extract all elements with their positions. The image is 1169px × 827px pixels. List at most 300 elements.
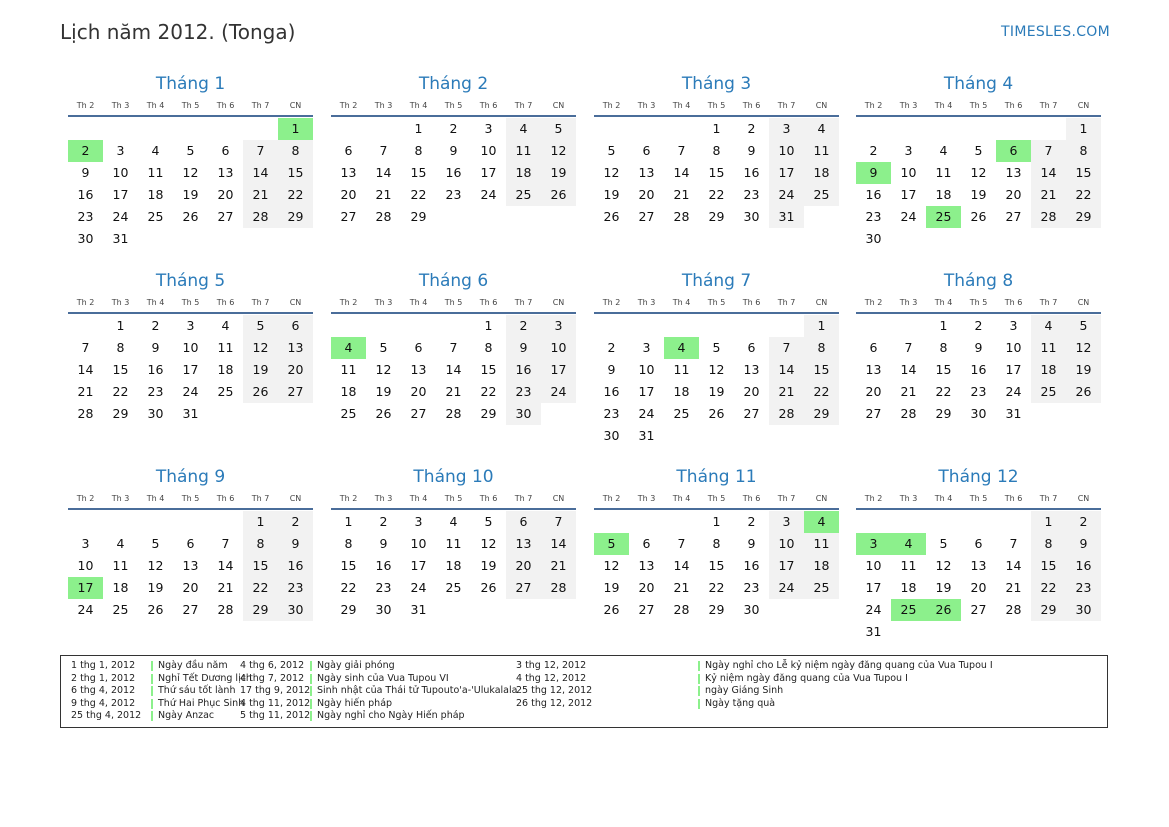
day-cell: 3 (414, 514, 423, 529)
day-cell: 23 (375, 580, 392, 595)
weekday-label: Th 7 (251, 101, 270, 110)
day-cell: 25 (112, 602, 129, 617)
day-cell: 17 (769, 555, 804, 577)
day-cell: 3 (769, 118, 804, 140)
day-cell: 23 (278, 577, 313, 599)
day-cell: 8 (712, 143, 721, 158)
weekday-label: Th 2 (864, 101, 883, 110)
weekday-label: Th 2 (602, 101, 621, 110)
day-cell: 6 (642, 143, 651, 158)
day-cell: 30 (603, 428, 620, 443)
day-cell: 14 (900, 362, 917, 377)
day-cell: 23 (506, 381, 541, 403)
header-rule (68, 312, 313, 314)
month-title: Tháng 8 (943, 271, 1014, 291)
day-cell: 19 (970, 187, 987, 202)
day-cell: 13 (638, 558, 655, 573)
day-cell: 16 (278, 555, 313, 577)
day-cell: 21 (769, 381, 804, 403)
weekday-label: Th 4 (672, 101, 691, 110)
day-cell: 4 (116, 536, 125, 551)
weekday-header (331, 98, 576, 114)
day-cell: 26 (603, 602, 620, 617)
weekday-label: Th 2 (864, 298, 883, 307)
month-11 (594, 465, 839, 621)
header-rule (331, 312, 576, 314)
day-cell: 19 (603, 580, 620, 595)
day-cell: 16 (743, 558, 760, 573)
day-cell: 29 (804, 403, 839, 425)
day-cell: 3 (541, 315, 576, 337)
day-cell: 27 (865, 406, 882, 421)
day-cell: 6 (642, 536, 651, 551)
empty-cell (926, 511, 961, 533)
day-grid (331, 118, 576, 228)
day-cell: 6 (221, 143, 230, 158)
month-title: Tháng 2 (418, 74, 489, 94)
day-cell: 23 (77, 209, 94, 224)
day-cell: 5 (1066, 315, 1101, 337)
legend-marker (698, 661, 700, 671)
day-cell: 18 (147, 187, 164, 202)
day-cell: 24 (865, 602, 882, 617)
day-cell: 21 (77, 384, 94, 399)
day-cell: 11 (1031, 337, 1066, 359)
legend-name: ngày Giáng Sinh (705, 685, 784, 696)
day-cell: 19 (1066, 359, 1101, 381)
legend-date: 4 thg 7, 2012 (240, 672, 305, 684)
day-cell: 27 (743, 406, 760, 421)
day-cell: 18 (112, 580, 129, 595)
empty-cell (629, 511, 664, 533)
day-cell: 14 (445, 362, 462, 377)
day-cell: 8 (484, 340, 493, 355)
day-cell: 21 (217, 580, 234, 595)
day-cell: 9 (1066, 533, 1101, 555)
weekday-label: Th 2 (602, 494, 621, 503)
day-cell: 9 (747, 536, 756, 551)
weekday-label: Th 6 (216, 101, 235, 110)
day-cell: 7 (221, 536, 230, 551)
weekday-header (68, 295, 313, 311)
day-cell: 4 (1031, 315, 1066, 337)
day-cell: 24 (182, 384, 199, 399)
day-cell: 9 (151, 340, 160, 355)
day-cell: 15 (410, 165, 427, 180)
day-cell: 25 (445, 580, 462, 595)
day-cell: 2 (747, 121, 756, 136)
weekday-label: CN (815, 494, 828, 503)
day-cell: 10 (410, 536, 427, 551)
weekday-label: Th 4 (146, 298, 165, 307)
day-cell: 9 (81, 165, 90, 180)
day-cell: 8 (1031, 533, 1066, 555)
empty-cell (1031, 118, 1066, 140)
empty-cell (366, 118, 401, 140)
day-cell: 18 (217, 362, 234, 377)
day-cell: 27 (278, 381, 313, 403)
legend-marker (151, 699, 153, 709)
weekday-label: Th 6 (479, 101, 498, 110)
weekday-label: Th 3 (899, 494, 918, 503)
holiday-day-cell: 4 (891, 533, 926, 555)
day-cell: 6 (506, 511, 541, 533)
day-cell: 14 (673, 558, 690, 573)
day-cell: 28 (375, 209, 392, 224)
weekday-label: Th 4 (409, 101, 428, 110)
empty-cell (734, 315, 769, 337)
day-cell: 19 (147, 580, 164, 595)
weekday-header (68, 98, 313, 114)
holiday-day-cell: 5 (594, 533, 629, 555)
day-cell: 13 (217, 165, 234, 180)
weekday-label: Th 2 (602, 298, 621, 307)
day-cell: 10 (900, 165, 917, 180)
weekday-label: Th 4 (146, 101, 165, 110)
weekday-label: Th 3 (899, 101, 918, 110)
legend-date: 3 thg 12, 2012 (516, 660, 587, 671)
weekday-header (856, 491, 1101, 507)
weekday-label: Th 3 (374, 494, 393, 503)
header-rule (68, 115, 313, 117)
day-cell: 1 (804, 315, 839, 337)
weekday-label: Th 7 (777, 298, 796, 307)
day-cell: 12 (935, 558, 952, 573)
day-cell: 18 (340, 384, 357, 399)
day-cell: 16 (375, 558, 392, 573)
day-cell: 17 (480, 165, 497, 180)
holiday-day-cell: 6 (996, 140, 1031, 162)
day-cell: 20 (970, 580, 987, 595)
day-cell: 5 (484, 514, 493, 529)
day-cell: 3 (186, 318, 195, 333)
legend-name: Ngày sinh của Vua Tupou VI (317, 672, 449, 684)
legend-date: 25 thg 4, 2012 (71, 710, 142, 721)
weekday-label: Th 6 (1004, 101, 1023, 110)
weekday-label: CN (289, 298, 302, 307)
day-cell: 16 (603, 384, 620, 399)
day-cell: 28 (673, 209, 690, 224)
day-cell: 26 (1066, 381, 1101, 403)
month-4 (856, 72, 1101, 250)
day-cell: 7 (677, 536, 686, 551)
day-cell: 9 (278, 533, 313, 555)
day-cell: 28 (769, 403, 804, 425)
day-cell: 12 (541, 140, 576, 162)
weekday-label: Th 4 (934, 494, 953, 503)
day-cell: 1 (712, 121, 721, 136)
day-cell: 22 (1031, 577, 1066, 599)
day-cell: 24 (541, 381, 576, 403)
day-cell: 18 (804, 555, 839, 577)
day-cell: 1 (116, 318, 125, 333)
day-cell: 3 (642, 340, 651, 355)
month-title: Tháng 12 (938, 467, 1019, 487)
weekday-header (331, 491, 576, 507)
day-cell: 11 (900, 558, 917, 573)
day-cell: 30 (865, 231, 882, 246)
legend-date: 2 thg 1, 2012 (71, 672, 136, 684)
legend-date: 17 thg 9, 2012 (240, 685, 311, 696)
site-link[interactable]: TIMESLES.COM (1001, 24, 1110, 40)
month-title: Tháng 7 (681, 271, 752, 291)
weekday-label: CN (552, 101, 565, 110)
day-cell: 29 (278, 206, 313, 228)
weekday-header (594, 98, 839, 114)
day-cell: 20 (638, 187, 655, 202)
day-cell: 27 (638, 209, 655, 224)
empty-cell (331, 315, 366, 337)
weekday-label: Th 6 (742, 494, 761, 503)
day-cell: 12 (708, 362, 725, 377)
weekday-label: Th 7 (1039, 494, 1058, 503)
holiday-day-cell: 2 (68, 140, 103, 162)
day-cell: 14 (77, 362, 94, 377)
legend-marker (310, 711, 312, 721)
day-cell: 27 (506, 577, 541, 599)
day-cell: 13 (410, 362, 427, 377)
header-rule (856, 312, 1101, 314)
day-cell: 4 (804, 118, 839, 140)
day-cell: 28 (217, 602, 234, 617)
day-cell: 4 (939, 143, 948, 158)
legend-name: Nghỉ Tết Dương lịch (158, 672, 252, 684)
day-cell: 28 (541, 577, 576, 599)
day-cell: 13 (970, 558, 987, 573)
day-grid (856, 118, 1101, 250)
day-cell: 22 (278, 184, 313, 206)
month-title: Tháng 1 (155, 74, 226, 94)
day-cell: 9 (974, 340, 983, 355)
day-grid (856, 315, 1101, 425)
day-cell: 21 (375, 187, 392, 202)
legend-date: 4 thg 12, 2012 (516, 672, 587, 684)
weekday-header (68, 491, 313, 507)
empty-cell (401, 315, 436, 337)
empty-cell (594, 511, 629, 533)
day-cell: 27 (217, 209, 234, 224)
day-cell: 6 (414, 340, 423, 355)
weekday-label: CN (552, 298, 565, 307)
day-cell: 19 (182, 187, 199, 202)
day-cell: 8 (243, 533, 278, 555)
day-cell: 28 (445, 406, 462, 421)
day-grid (68, 118, 313, 250)
day-cell: 15 (1031, 555, 1066, 577)
day-cell: 20 (865, 384, 882, 399)
day-cell: 29 (1066, 206, 1101, 228)
weekday-label: CN (289, 494, 302, 503)
day-cell: 20 (506, 555, 541, 577)
day-cell: 5 (974, 143, 983, 158)
day-cell: 22 (708, 187, 725, 202)
day-cell: 30 (77, 231, 94, 246)
day-cell: 10 (182, 340, 199, 355)
empty-cell (208, 511, 243, 533)
weekday-label: Th 3 (374, 298, 393, 307)
day-cell: 25 (1031, 381, 1066, 403)
day-cell: 17 (769, 162, 804, 184)
day-cell: 19 (603, 187, 620, 202)
legend-marker (310, 699, 312, 709)
weekday-label: Th 7 (777, 101, 796, 110)
weekday-label: Th 5 (181, 494, 200, 503)
empty-cell (173, 118, 208, 140)
day-cell: 5 (939, 536, 948, 551)
day-cell: 30 (743, 209, 760, 224)
day-cell: 2 (379, 514, 388, 529)
empty-cell (891, 315, 926, 337)
day-cell: 27 (638, 602, 655, 617)
day-cell: 10 (1005, 340, 1022, 355)
weekday-label: Th 6 (479, 494, 498, 503)
day-cell: 11 (673, 362, 690, 377)
empty-cell (891, 118, 926, 140)
day-cell: 14 (217, 558, 234, 573)
header-rule (331, 508, 576, 510)
day-cell: 3 (116, 143, 125, 158)
day-cell: 20 (743, 384, 760, 399)
day-cell: 11 (112, 558, 129, 573)
day-cell: 22 (243, 577, 278, 599)
day-cell: 1 (712, 514, 721, 529)
legend-name: Sinh nhật của Thái tử Tupouto'a-'Ulukalala (317, 685, 518, 696)
weekday-label: Th 7 (251, 494, 270, 503)
legend-marker (151, 661, 153, 671)
day-cell: 7 (379, 143, 388, 158)
day-cell: 29 (480, 406, 497, 421)
weekday-label: Th 4 (934, 101, 953, 110)
day-cell: 24 (1005, 384, 1022, 399)
day-cell: 16 (970, 362, 987, 377)
day-cell: 7 (1031, 140, 1066, 162)
day-cell: 17 (1005, 362, 1022, 377)
day-cell: 16 (1066, 555, 1101, 577)
weekday-label: Th 4 (409, 494, 428, 503)
header-rule (594, 115, 839, 117)
legend-marker (151, 711, 153, 721)
weekday-label: Th 5 (444, 494, 463, 503)
legend-marker (698, 699, 700, 709)
day-cell: 7 (243, 140, 278, 162)
day-cell: 4 (151, 143, 160, 158)
day-cell: 6 (747, 340, 756, 355)
legend-name: Kỷ niệm ngày đăng quang của Vua Tupou I (705, 672, 908, 684)
legend-name: Ngày hiến pháp (317, 697, 393, 709)
day-cell: 9 (506, 337, 541, 359)
header-rule (331, 115, 576, 117)
day-cell: 31 (769, 206, 804, 228)
weekday-header (594, 491, 839, 507)
empty-cell (594, 315, 629, 337)
day-cell: 29 (112, 406, 129, 421)
empty-cell (856, 315, 891, 337)
day-cell: 7 (769, 337, 804, 359)
weekday-label: Th 5 (969, 298, 988, 307)
day-cell: 12 (970, 165, 987, 180)
empty-cell (594, 118, 629, 140)
day-cell: 29 (340, 602, 357, 617)
empty-cell (629, 315, 664, 337)
day-cell: 14 (243, 162, 278, 184)
day-cell: 5 (186, 143, 195, 158)
day-cell: 15 (243, 555, 278, 577)
day-cell: 12 (603, 165, 620, 180)
day-cell: 28 (77, 406, 94, 421)
day-cell: 31 (182, 406, 199, 421)
day-cell: 31 (112, 231, 129, 246)
legend-date: 4 thg 6, 2012 (240, 660, 305, 671)
month-2 (331, 72, 576, 228)
holiday-legend (60, 655, 1108, 728)
empty-cell (996, 511, 1031, 533)
empty-cell (961, 511, 996, 533)
day-cell: 9 (379, 536, 388, 551)
day-cell: 21 (1031, 184, 1066, 206)
day-cell: 1 (1031, 511, 1066, 533)
day-cell: 3 (1009, 318, 1018, 333)
day-cell: 25 (506, 184, 541, 206)
day-cell: 13 (182, 558, 199, 573)
empty-cell (664, 118, 699, 140)
day-cell: 17 (410, 558, 427, 573)
empty-cell (366, 315, 401, 337)
day-cell: 25 (340, 406, 357, 421)
month-5 (68, 269, 313, 425)
day-cell: 31 (638, 428, 655, 443)
header-rule (68, 508, 313, 510)
day-cell: 17 (900, 187, 917, 202)
day-cell: 30 (506, 403, 541, 425)
day-cell: 25 (147, 209, 164, 224)
weekday-label: CN (1077, 101, 1090, 110)
day-cell: 1 (414, 121, 423, 136)
day-cell: 5 (607, 143, 616, 158)
month-1 (68, 72, 313, 250)
day-cell: 2 (974, 318, 983, 333)
day-cell: 23 (743, 187, 760, 202)
day-cell: 18 (935, 187, 952, 202)
day-cell: 1 (484, 318, 493, 333)
weekday-label: Th 4 (934, 298, 953, 307)
day-cell: 2 (151, 318, 160, 333)
day-cell: 11 (804, 533, 839, 555)
day-cell: 1 (344, 514, 353, 529)
day-cell: 12 (480, 536, 497, 551)
header-rule (594, 508, 839, 510)
day-cell: 6 (974, 536, 983, 551)
day-cell: 12 (243, 337, 278, 359)
day-cell: 5 (379, 340, 388, 355)
legend-date: 5 thg 11, 2012 (240, 710, 311, 721)
day-cell: 29 (708, 602, 725, 617)
day-cell: 23 (1066, 577, 1101, 599)
day-cell: 10 (638, 362, 655, 377)
day-cell: 1 (939, 318, 948, 333)
day-cell: 29 (935, 406, 952, 421)
day-cell: 11 (147, 165, 164, 180)
day-cell: 11 (804, 140, 839, 162)
day-cell: 13 (278, 337, 313, 359)
day-cell: 21 (1005, 580, 1022, 595)
weekday-label: Th 4 (409, 298, 428, 307)
day-cell: 8 (344, 536, 353, 551)
day-cell: 11 (506, 140, 541, 162)
weekday-label: CN (1077, 298, 1090, 307)
holiday-day-cell: 25 (891, 599, 926, 621)
day-cell: 17 (541, 359, 576, 381)
day-cell: 8 (1066, 140, 1101, 162)
